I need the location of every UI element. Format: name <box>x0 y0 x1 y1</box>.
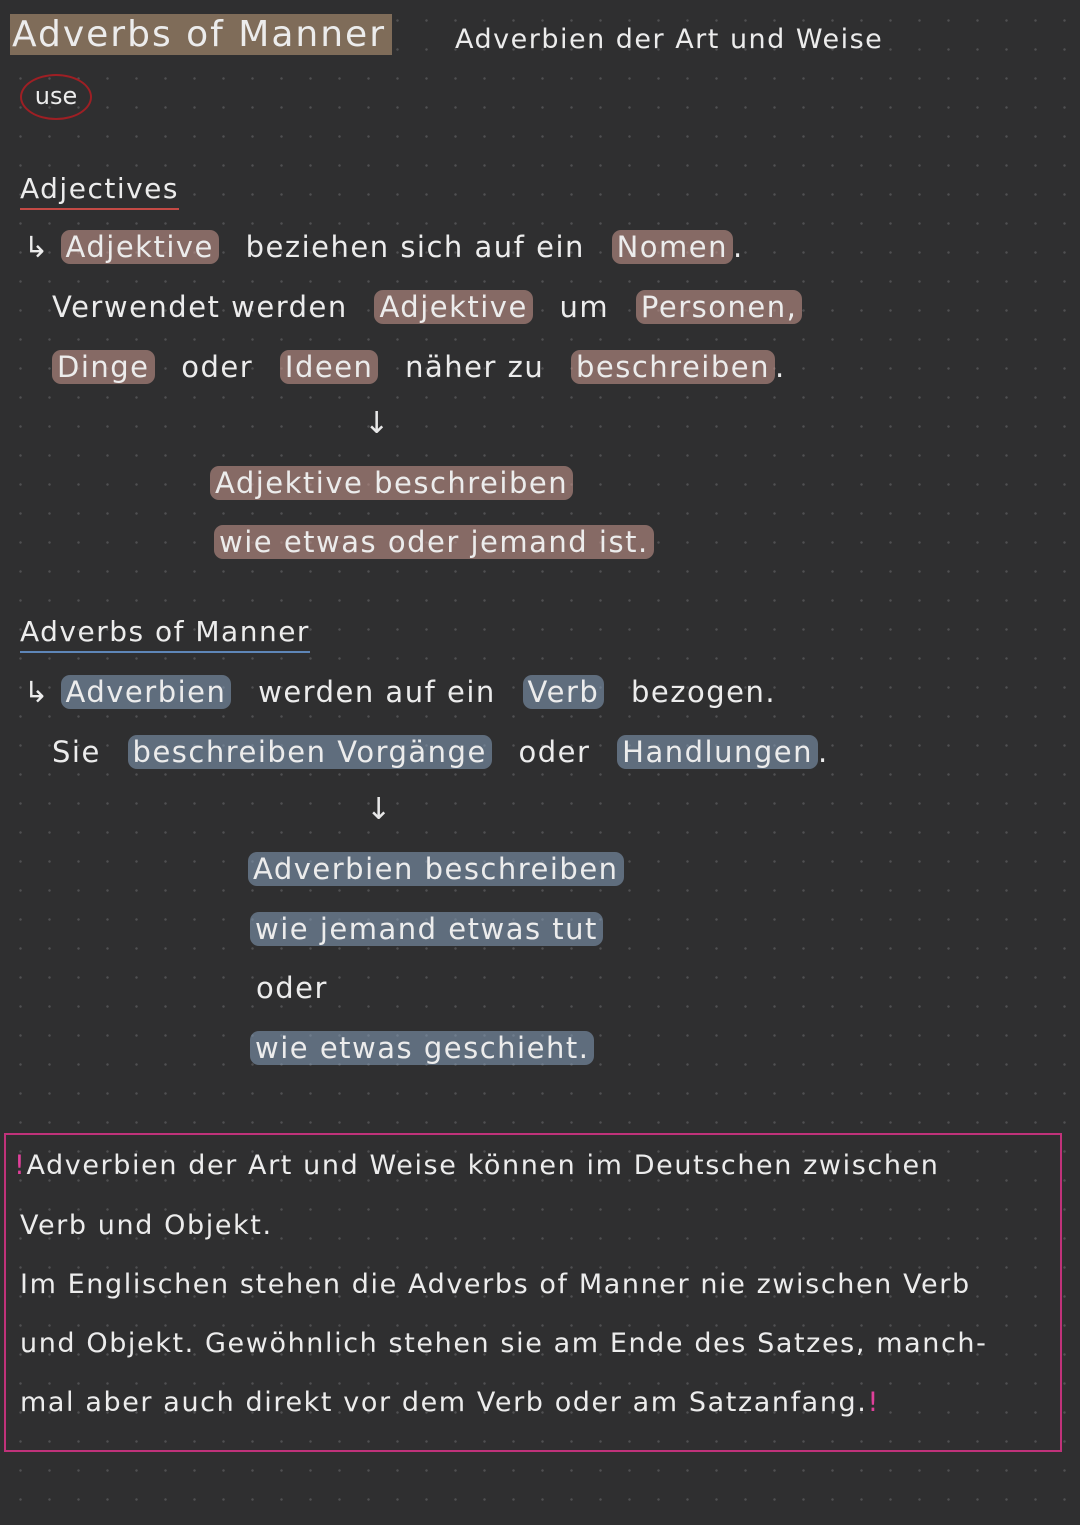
adverbs-result-1 <box>248 852 624 886</box>
note-line-5 <box>20 1387 880 1418</box>
adjectives-result-1 <box>210 466 573 500</box>
highlight-adverbien: Adverbien <box>61 675 232 709</box>
down-arrow-icon: ↓ <box>364 406 390 441</box>
highlight-verb: Verb <box>523 675 605 709</box>
adverbs-result-3: oder <box>256 971 328 1005</box>
highlight-handlungen: Handlungen <box>617 735 818 769</box>
adverbs-heading: Adverbs of Manner <box>20 615 310 653</box>
adverbs-result-2 <box>250 912 603 946</box>
adjectives-line-1 <box>24 230 744 264</box>
exclamation-mark: ! <box>14 1150 27 1181</box>
highlight-dinge: Dinge <box>52 350 155 384</box>
hook-arrow-icon: ↳ <box>24 230 50 264</box>
note-line-3: Im Englischen stehen die Adverbs of Manner nie zwischen Verb <box>20 1269 971 1300</box>
hook-arrow-icon: ↳ <box>24 675 50 709</box>
period: . <box>733 230 744 264</box>
adjectives-line-3 <box>52 350 786 384</box>
text-segment: Sie <box>52 735 101 769</box>
text-segment: näher zu <box>405 350 545 384</box>
highlight-beschreiben-vorgaenge: beschreiben Vorgänge <box>128 735 492 769</box>
period: . <box>774 350 786 384</box>
highlight-result: Adverbien beschreiben <box>248 852 624 886</box>
adjectives-result-2 <box>214 525 654 559</box>
highlight-ideen: Ideen <box>280 350 379 384</box>
adverbs-line-1 <box>24 675 776 709</box>
text-segment: Verwendet werden <box>52 290 348 324</box>
text-segment: bezogen. <box>631 675 777 709</box>
text-segment: werden auf ein <box>258 675 496 709</box>
page-subtitle: Adverbien der Art und Weise <box>455 24 884 55</box>
down-arrow-icon: ↓ <box>366 792 392 827</box>
note-line-1 <box>14 1150 939 1181</box>
note-text: mal aber auch direkt vor dem Verb oder am Satzanfang. <box>20 1387 868 1418</box>
page-title: Adverbs of Manner <box>10 14 392 55</box>
text-segment: beziehen sich auf ein <box>245 230 585 264</box>
note-text: Adverbien der Art und Weise können im Deutschen zwischen <box>26 1150 940 1181</box>
highlight-result: wie etwas geschieht. <box>250 1031 594 1065</box>
adverbs-line-2 <box>52 735 829 769</box>
highlight-result: wie jemand etwas tut <box>250 912 603 946</box>
exclamation-mark: ! <box>867 1387 880 1418</box>
highlight-adjektive: Adjektive <box>374 290 532 324</box>
adjectives-heading: Adjectives <box>20 172 179 210</box>
highlight-beschreiben: beschreiben <box>571 350 775 384</box>
adjectives-line-2 <box>52 290 802 324</box>
note-line-4: und Objekt. Gewöhnlich stehen sie am Ende des Satzes, manch- <box>20 1328 988 1359</box>
text-segment: oder <box>518 735 591 769</box>
highlight-nomen: Nomen <box>612 230 733 264</box>
period: . <box>817 735 829 769</box>
note-line-2: Verb und Objekt. <box>20 1210 273 1241</box>
highlight-result: wie etwas oder jemand ist. <box>214 525 654 559</box>
text-segment: oder <box>181 350 254 384</box>
highlight-adjektive: Adjektive <box>61 230 219 264</box>
highlight-result: Adjektive beschreiben <box>210 466 573 500</box>
text-segment: um <box>559 290 610 324</box>
adverbs-result-4 <box>250 1031 594 1065</box>
use-badge: use <box>20 74 92 120</box>
highlight-personen: Personen, <box>636 290 802 324</box>
